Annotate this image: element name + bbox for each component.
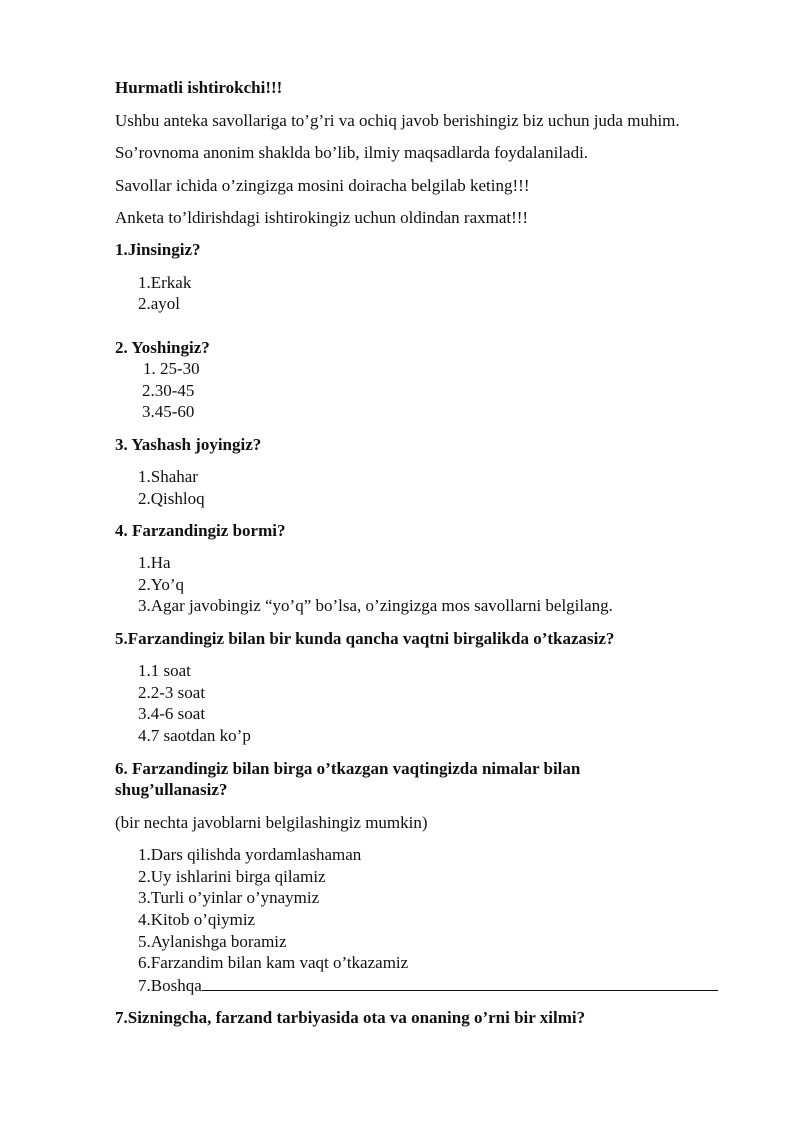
- question-4-title: 4. Farzandingiz bormi?: [115, 521, 286, 540]
- question-3-title: 3. Yashash joyingiz?: [115, 435, 262, 454]
- question-3-option[interactable]: 2.Qishloq: [138, 489, 205, 508]
- question-2-option[interactable]: 2.30-45: [142, 381, 195, 400]
- question-6-option[interactable]: 5.Aylanishga boramiz: [138, 932, 287, 951]
- intro-line-1: Ushbu anteka savollariga to’g’ri va ochiq javob berishingiz biz uchun juda muhim.: [115, 111, 680, 130]
- question-5-option[interactable]: 2.2-3 soat: [138, 683, 206, 702]
- question-4-option[interactable]: 2.Yo’q: [138, 575, 184, 594]
- intro-line-4: Anketa to’ldirishdagi ishtirokingiz uchun oldindan raxmat!!!: [115, 208, 529, 227]
- question-2-option[interactable]: 1. 25-30: [143, 359, 200, 378]
- question-5-option[interactable]: 1.1 soat: [138, 661, 191, 680]
- question-6-note: (bir nechta javoblarni belgilashingiz mumkin): [115, 813, 428, 832]
- question-5-option[interactable]: 3.4-6 soat: [138, 704, 206, 723]
- intro-line-3: Savollar ichida o’zingizga mosini doiracha belgilab keting!!!: [115, 176, 530, 195]
- question-6-title-line-1: 6. Farzandingiz bilan birga o’tkazgan vaqtingizda nimalar bilan: [115, 759, 581, 778]
- question-6-title-line-2: shug’ullanasiz?: [115, 780, 228, 799]
- question-6-option[interactable]: 1.Dars qilishda yordamlashaman: [138, 845, 362, 864]
- question-4-option[interactable]: 3.Agar javobingiz “yo’q” bo’lsa, o’zingizga mos savollarni belgilang.: [138, 596, 613, 615]
- question-6-option[interactable]: 3.Turli o’yinlar o’ynaymiz: [138, 888, 320, 907]
- question-7-title: 7.Sizningcha, farzand tarbiyasida ota va onaning o’rni bir xilmi?: [115, 1008, 586, 1027]
- question-6-option[interactable]: 6.Farzandim bilan kam vaqt o’tkazamiz: [138, 953, 409, 972]
- question-5-option[interactable]: 4.7 saotdan ko’p: [138, 726, 251, 745]
- question-3-option[interactable]: 1.Shahar: [138, 467, 198, 486]
- question-6-option-other[interactable]: [138, 974, 718, 997]
- question-1-option[interactable]: 1.Erkak: [138, 273, 192, 292]
- question-5-title: 5.Farzandingiz bilan bir kunda qancha vaqtni birgalikda o’tkazasiz?: [115, 629, 615, 648]
- greeting: Hurmatli ishtirokchi!!!: [115, 78, 283, 97]
- question-1-option[interactable]: 2.ayol: [138, 294, 181, 313]
- question-6-option[interactable]: 4.Kitob o’qiymiz: [138, 910, 256, 929]
- other-answer-blank[interactable]: [202, 974, 718, 991]
- intro-line-2: So’rovnoma anonim shaklda bo’lib, ilmiy maqsadlarda foydalaniladi.: [115, 143, 589, 162]
- question-2-option[interactable]: 3.45-60: [142, 402, 195, 421]
- question-1-title: 1.Jinsingiz?: [115, 240, 201, 259]
- question-4-option[interactable]: 1.Ha: [138, 553, 171, 572]
- question-6-option-other-label: 7.Boshqa: [138, 976, 202, 995]
- question-2-title: 2. Yoshingiz?: [115, 338, 210, 357]
- question-6-option[interactable]: 2.Uy ishlarini birga qilamiz: [138, 867, 326, 886]
